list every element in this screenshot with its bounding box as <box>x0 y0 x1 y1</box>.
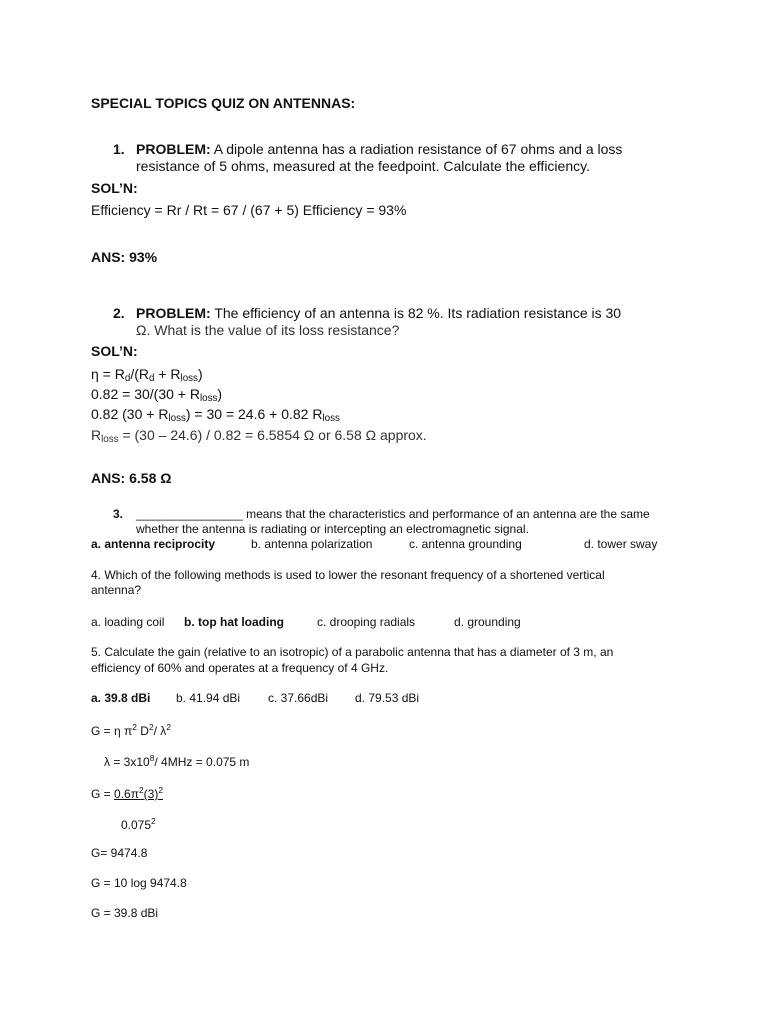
question-2-solution-step-1: $\eta = R_d/(R_d + R_{loss})$ <box>91 366 203 384</box>
question-1-solution-label: SOL’N: <box>91 180 138 196</box>
question-1-text-1: A dipole antenna has a radiation resistance of 67 ohms and a loss <box>213 141 623 157</box>
question-4-text-2: antenna? <box>91 583 142 597</box>
question-2-number: 2. <box>113 305 125 321</box>
question-5-option-a: a. 39.8 dBi <box>91 691 151 705</box>
question-4-text-1: 4. Which of the following methods is used to lower the resonant frequency of a shortened vertical <box>91 568 605 582</box>
question-5-formula-log: G = 10 log 9474.8 <box>91 876 187 890</box>
question-3-option-b: b. antenna polarization <box>251 537 373 551</box>
question-2-solution-step-4: $R_{loss} = (30 - 24.6) / 0.82 = 6.5854$ Ω or 6.58 Ω approx. <box>91 427 427 445</box>
question-3-text-1: ________________ means that the characteristics and performance of an antenna are the same <box>136 507 650 521</box>
question-3-text-2: whether the antenna is radiating or intercepting an electromagnetic signal. <box>136 522 529 536</box>
question-1-text-2: resistance of 5 ohms, measured at the feedpoint. Calculate the efficiency. <box>136 158 590 174</box>
question-5-formula-result: G = 39.8 dBi <box>91 906 159 920</box>
question-5-formula-gain: G = η $\pi^2$ $D^2/$ $\lambda^2$ <box>91 722 171 738</box>
question-2-line-1 <box>136 305 621 321</box>
question-2-solution-step-2: $0.82 = 30/(30 + R_{loss})$ <box>91 386 223 404</box>
question-3-number: 3. <box>113 507 124 521</box>
question-4-option-b: b. top hat loading <box>184 615 284 629</box>
question-3-option-c: c. antenna grounding <box>409 537 522 551</box>
question-1-answer: ANS: 93% <box>91 249 158 265</box>
question-5-text-2: efficiency of 60% and operates at a frequency of 4 GHz. <box>91 661 389 675</box>
question-5-option-b: b. 41.94 dBi <box>176 691 241 705</box>
page-title: SPECIAL TOPICS QUIZ ON ANTENNAS: <box>91 95 356 111</box>
question-2-solution-step-3: 0.82 $(30 + R_{loss}) = 30 = 24.6 + 0.82$ $R_{loss}$ <box>91 406 340 424</box>
question-4-option-c: c. drooping radials <box>317 615 416 629</box>
question-1-line-1 <box>136 141 622 157</box>
question-3-option-a: a. antenna reciprocity <box>91 537 216 551</box>
question-1-label: PROBLEM: <box>136 141 211 157</box>
question-2-answer: ANS: 6.58 Ω <box>91 470 172 486</box>
question-5-formula-denominator: 0.075$^2$ <box>121 816 156 832</box>
question-3-option-d: d. tower sway <box>584 537 658 551</box>
question-1-solution: Efficiency = Rr / Rt = 67 / (67 + 5) Efficiency = 93% <box>91 202 407 218</box>
question-2-label: PROBLEM: <box>136 305 211 321</box>
question-5-option-d: d. 79.53 dBi <box>355 691 420 705</box>
question-5-formula-numerator: $G = 0.6\pi^2(3)^2$ <box>91 785 163 801</box>
question-1-number: 1. <box>113 141 125 157</box>
question-5-formula-gain-value: G= 9474.8 <box>91 846 148 860</box>
question-2-text-1: The efficiency of an antenna is 82 %. Its radiation resistance is 30 <box>214 305 622 321</box>
question-4-option-d: d. grounding <box>454 615 521 629</box>
question-2-solution-label: SOL’N: <box>91 343 138 359</box>
question-5-text-1: 5. Calculate the gain (relative to an isotropic) of a parabolic antenna that has a diameter of 3 m, an <box>91 645 614 659</box>
question-4-option-a: a. loading coil <box>91 615 165 629</box>
question-5-option-c: c. 37.66dBi <box>268 691 329 705</box>
question-5-formula-wavelength: $\lambda = 3x10^8/$ 4MHz = 0.075 m <box>104 753 250 769</box>
question-2-text-2: Ω. What is the value of its loss resistance? <box>136 322 400 338</box>
